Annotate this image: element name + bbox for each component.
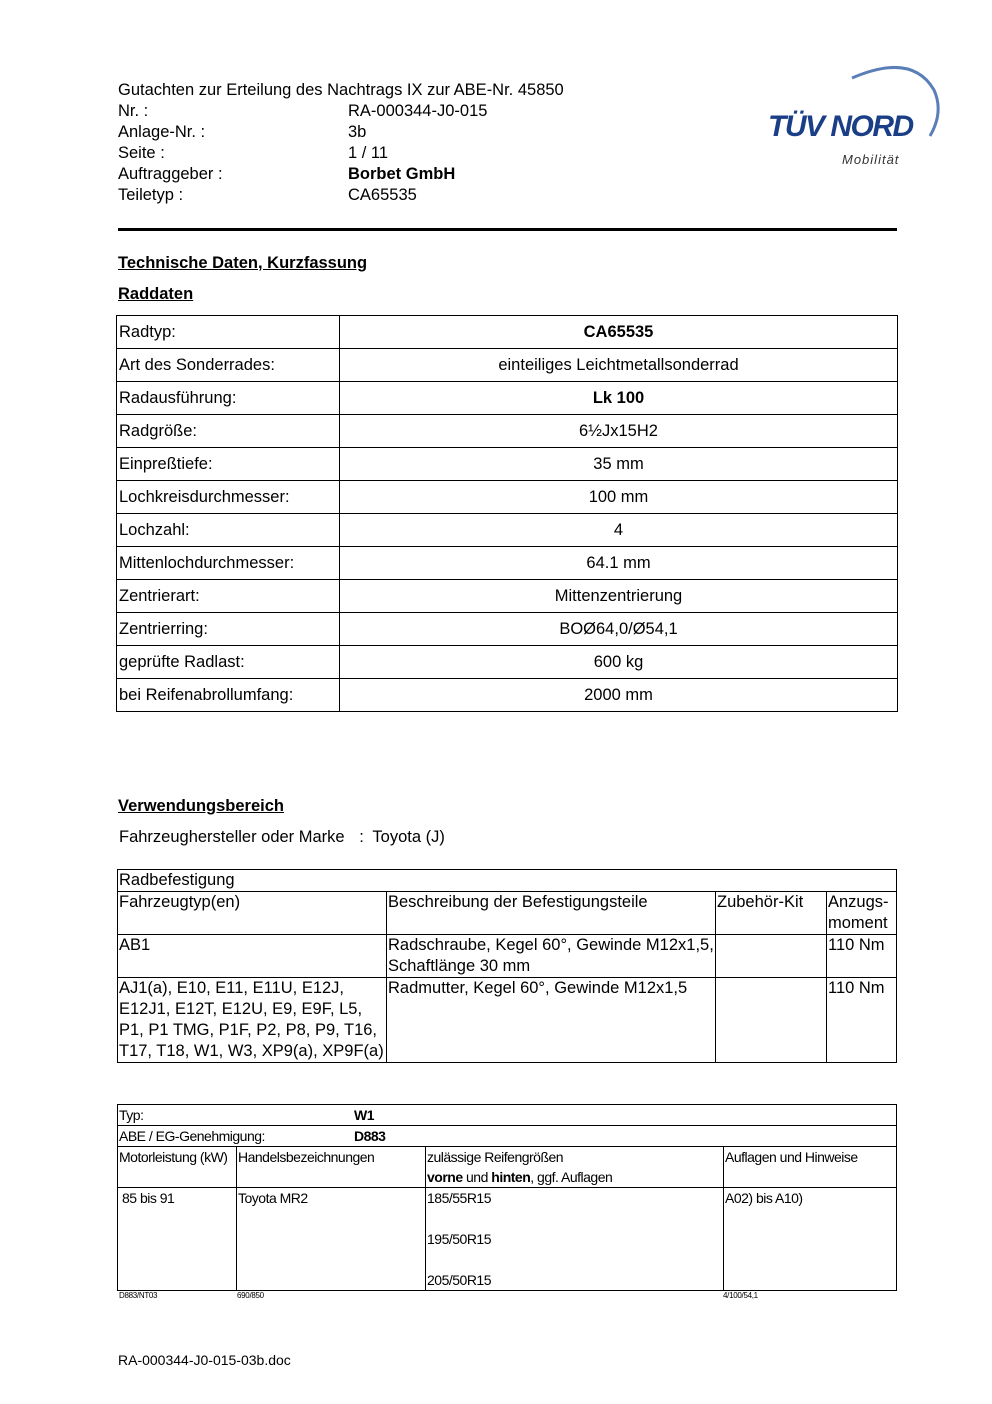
abe-label: ABE / EG-Genehmigung: <box>119 1128 265 1144</box>
table-row <box>117 547 898 580</box>
column-header-motor: Motorleistung (kW) <box>118 1147 237 1188</box>
row-label: Lochkreisdurchmesser: <box>117 481 340 514</box>
reifen-rest: , ggf. Auflagen <box>530 1169 613 1185</box>
typ-table <box>117 1104 897 1291</box>
reifen-und: und <box>462 1169 492 1185</box>
row-value: 6½Jx15H2 <box>340 415 898 448</box>
section-title-raddaten: Raddaten <box>118 285 194 303</box>
reifen-size: 195/50R15 <box>427 1231 492 1247</box>
column-header-handel: Handelsbezeichnungen <box>237 1147 426 1188</box>
hersteller-line <box>119 828 445 847</box>
header-row-seite <box>118 143 678 164</box>
reifen-vorne: vorne <box>427 1169 463 1185</box>
column-header: Beschreibung der Befestigungsteile <box>387 892 716 935</box>
table-row <box>117 415 898 448</box>
header-value: Borbet GmbH <box>348 165 456 183</box>
table-row <box>117 613 898 646</box>
logo-subtitle: Mobilität <box>842 152 900 167</box>
table-header-row <box>118 1147 897 1188</box>
row-label: Radausführung: <box>117 382 340 415</box>
row-label: Lochzahl: <box>117 514 340 547</box>
column-header-reifen <box>426 1147 724 1188</box>
radbefestigung-title: Radbefestigung <box>118 870 897 892</box>
table-title-row <box>118 870 897 892</box>
document-header <box>118 80 678 206</box>
row-label: geprüfte Radlast: <box>117 646 340 679</box>
cell-kit <box>716 978 827 1063</box>
cell-motor: 85 bis 91 <box>118 1188 237 1291</box>
header-row-teiletyp <box>118 185 678 206</box>
row-value: 100 mm <box>340 481 898 514</box>
row-value: 2000 mm <box>340 679 898 712</box>
hersteller-value: Toyota (J) <box>372 828 445 846</box>
row-value: 64.1 mm <box>340 547 898 580</box>
abe-row <box>118 1126 897 1147</box>
reifen-size: 205/50R15 <box>427 1272 492 1288</box>
typ-row <box>118 1105 897 1126</box>
row-value: BOØ64,0/Ø54,1 <box>340 613 898 646</box>
typ-cell <box>118 1105 897 1126</box>
cell-auflagen: A02) bis A10) <box>724 1188 897 1291</box>
header-divider <box>118 228 897 231</box>
header-label: Teiletyp : <box>118 186 184 204</box>
footer-filename: RA-000344-J0-015-03b.doc <box>118 1352 291 1368</box>
table-row <box>117 481 898 514</box>
header-label: Seite : <box>118 144 165 162</box>
table-row <box>117 514 898 547</box>
section-title-verwendungsbereich: Verwendungsbereich <box>118 797 284 815</box>
reifen-header-line2 <box>427 1167 722 1187</box>
row-value: 35 mm <box>340 448 898 481</box>
cell-desc: Radmutter, Kegel 60°, Gewinde M12x1,5 <box>387 978 716 1063</box>
table-row <box>117 349 898 382</box>
code-label: 690/850 <box>237 1291 264 1300</box>
header-label: Auftraggeber : <box>118 165 223 183</box>
row-label: Mittenlochdurchmesser: <box>117 547 340 580</box>
column-header: Zubehör-Kit <box>716 892 827 935</box>
logo-brand: TÜV NORD <box>768 110 913 143</box>
table-row <box>117 316 898 349</box>
row-value: Lk 100 <box>340 382 898 415</box>
header-label: Anlage-Nr. : <box>118 123 206 141</box>
column-header-auflagen: Auflagen und Hinweise <box>724 1147 897 1188</box>
column-header: Fahrzeugtyp(en) <box>118 892 387 935</box>
table-row <box>117 382 898 415</box>
header-value: RA-000344-J0-015 <box>348 102 488 120</box>
row-value: 4 <box>340 514 898 547</box>
document-title: Gutachten zur Erteilung des Nachtrags IX zur ABE-Nr. 45850 <box>118 81 564 99</box>
abe-value: D883 <box>354 1128 386 1144</box>
section-title-technische-daten: Technische Daten, Kurzfassung <box>118 254 368 272</box>
row-label: Einpreßtiefe: <box>117 448 340 481</box>
cell-types: AJ1(a), E10, E11, E11U, E12J, E12J1, E12T, E12U, E9, E9F, L5, P1, P1 TMG, P1F, P2, P8, P9, T16, T17, T18, W1, W3, XP9(a), XP9F(a) <box>118 978 387 1063</box>
row-label: Radgröße: <box>117 415 340 448</box>
header-row-auftraggeber <box>118 164 678 185</box>
hersteller-separator: : <box>359 828 364 846</box>
abe-cell <box>118 1126 897 1147</box>
column-header: Anzugs- moment <box>827 892 897 935</box>
row-value: CA65535 <box>340 316 898 349</box>
header-label: Nr. : <box>118 102 149 120</box>
row-label: bei Reifenabrollumfang: <box>117 679 340 712</box>
cell-kit <box>716 935 827 978</box>
cell-handel: Toyota MR2 <box>237 1188 426 1291</box>
cell-desc: Radschraube, Kegel 60°, Gewinde M12x1,5, Schaftlänge 30 mm <box>387 935 716 978</box>
table-row <box>117 448 898 481</box>
row-label: Zentrierart: <box>117 580 340 613</box>
reifen-hinten: hinten <box>491 1169 531 1185</box>
table-row <box>117 580 898 613</box>
table-header-row <box>118 892 897 935</box>
typ-label: Typ: <box>119 1107 144 1123</box>
header-row-nr <box>118 101 678 122</box>
row-value: Mittenzentrierung <box>340 580 898 613</box>
reifen-size: 185/55R15 <box>427 1190 492 1206</box>
table-row <box>117 646 898 679</box>
row-label: Art des Sonderrades: <box>117 349 340 382</box>
header-value: 3b <box>348 123 367 141</box>
table-row <box>117 679 898 712</box>
cell-reifen <box>426 1188 724 1291</box>
header-value: 1 / 11 <box>348 144 389 162</box>
row-label: Zentrierring: <box>117 613 340 646</box>
code-label: 4/100/54,1 <box>723 1291 758 1300</box>
cell-moment: 110 Nm <box>827 935 897 978</box>
header-value: CA65535 <box>348 186 417 204</box>
table-row <box>118 978 897 1063</box>
cell-moment: 110 Nm <box>827 978 897 1063</box>
row-value: 600 kg <box>340 646 898 679</box>
table-row <box>118 1188 897 1291</box>
raddaten-table <box>116 315 898 712</box>
table-row <box>118 935 897 978</box>
hersteller-label: Fahrzeughersteller oder Marke <box>119 828 345 846</box>
radbefestigung-table <box>117 869 897 1063</box>
row-value: einteiliges Leichtmetallsonderrad <box>340 349 898 382</box>
cell-types: AB1 <box>118 935 387 978</box>
row-label: Radtyp: <box>117 316 340 349</box>
typ-value: W1 <box>354 1107 374 1123</box>
tuev-nord-logo <box>762 60 942 170</box>
reifen-header-line1: zulässige Reifengrößen <box>427 1149 564 1165</box>
header-row-anlage <box>118 122 678 143</box>
code-label: D883/NT03 <box>119 1291 158 1300</box>
